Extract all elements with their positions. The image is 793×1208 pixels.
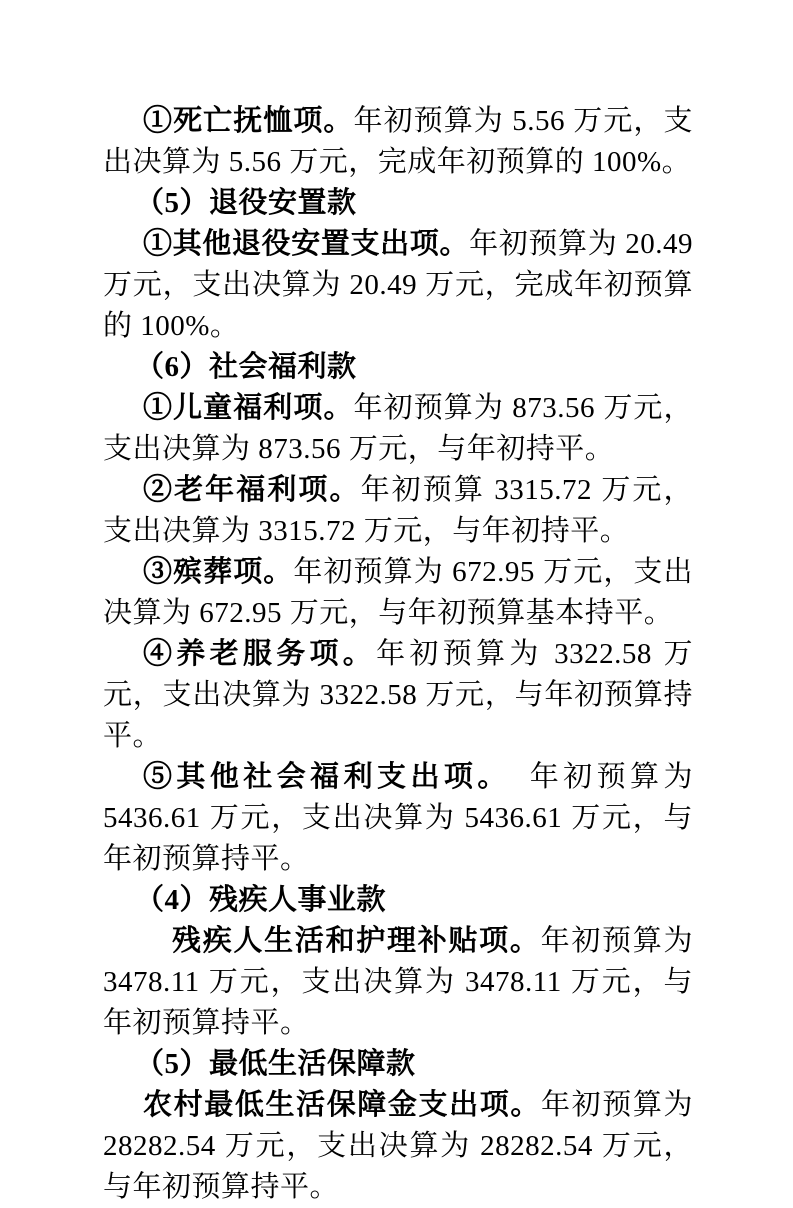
budget-item-rural-minimum-living-security <box>103 1085 693 1208</box>
item-body: 年初预算为 28282.54 万元，支出决算为 28282.54 万元，与年初预算持平。 <box>103 1089 693 1203</box>
item-body: 年初预算为 3322.58 万元，支出决算为 3322.58 万元，与年初预算持平。 <box>103 638 693 752</box>
item-body: 年初预算 3315.72 万元，支出决算为 3315.72 万元，与年初持平。 <box>103 474 693 547</box>
item-lead: ④养老服务项。 <box>143 638 377 670</box>
item-lead: 农村最低生活保障金支出项。 <box>143 1089 542 1121</box>
section-heading-veteran-resettlement: （5）退役安置款 <box>135 187 357 219</box>
item-body: 年初预算为 672.95 万元，支出决算为 672.95 万元，与年初预算基本持平。 <box>103 556 693 629</box>
item-body: 年初预算为 873.56 万元，支出决算为 873.56 万元，与年初持平。 <box>103 392 693 465</box>
budget-item-other-social-welfare <box>103 757 693 880</box>
budget-item-death-pension <box>103 101 693 183</box>
item-lead: ①死亡抚恤项。 <box>143 105 354 137</box>
item-lead: ②老年福利项。 <box>143 474 361 506</box>
budget-item-child-welfare <box>103 388 693 470</box>
item-lead: ③殡葬项。 <box>143 556 294 588</box>
item-body: 年初预算为 20.49 万元，支出决算为 20.49 万元，完成年初预算的 100%。 <box>103 228 693 342</box>
budget-item-elderly-welfare <box>103 470 693 552</box>
item-body: 年初预算为 5436.61 万元，支出决算为 5436.61 万元，与年初预算持平。 <box>103 761 693 875</box>
budget-item-other-veteran-resettlement <box>103 224 693 347</box>
section-heading-minimum-living-security: （5）最低生活保障款 <box>135 1048 416 1080</box>
budget-item-funeral <box>103 552 693 634</box>
item-lead: ①其他退役安置支出项。 <box>143 228 470 260</box>
item-body: 年初预算为 5.56 万元，支出决算为 5.56 万元，完成年初预算的 100%。 <box>103 105 693 178</box>
budget-item-elderly-care-service <box>103 634 693 757</box>
item-body: 年初预算为 3478.11 万元，支出决算为 3478.11 万元，与年初预算持平。 <box>103 925 693 1039</box>
budget-item-disabled-living-nursing-subsidy <box>103 921 693 1044</box>
item-lead: ⑤其他社会福利支出项。 <box>143 761 497 793</box>
section-heading-disabled-persons: （4）残疾人事业款 <box>135 884 387 916</box>
section-heading-social-welfare: （6）社会福利款 <box>135 351 357 383</box>
item-lead: 残疾人生活和护理补贴项。 <box>172 925 541 957</box>
item-lead: ①儿童福利项。 <box>143 392 354 424</box>
